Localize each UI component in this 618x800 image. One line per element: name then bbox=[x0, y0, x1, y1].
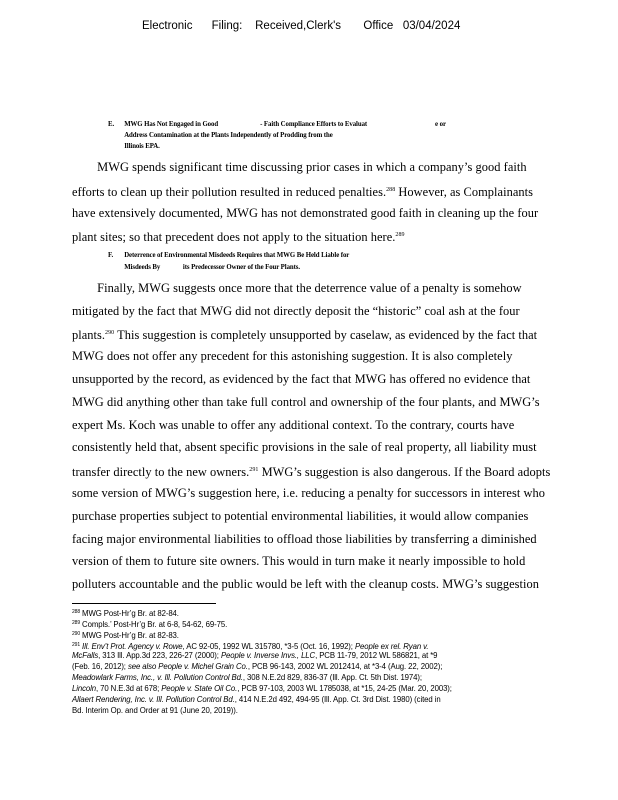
heading-line: Deterrence of Environmental Misdeeds Requires that MWG Be Held Liable for bbox=[124, 250, 350, 259]
paragraph-line: some version of MWG’s suggestion here, i.e. reducing a penalty for successors in interest who bbox=[72, 486, 545, 500]
filing-header: Electronic Filing: Received,Clerk's Office 03/04/2024 bbox=[142, 20, 461, 32]
footnote-line: Allaert Rendering, Inc. v. Ill. Pollution Control Bd., 414 N.E.2d 492, 494-95 (Ill. App. Ct. 3rd Dist. 1980) (cited in bbox=[72, 695, 441, 704]
paragraph-line: efforts to clean up their pollution resulted in reduced penalties.$^{288}$ However, as Complainants bbox=[72, 185, 533, 199]
footnote-ref[interactable]: 289 bbox=[395, 232, 405, 238]
paragraph-line: MWG spends significant time discussing prior cases in which a company’s good faith bbox=[72, 160, 527, 174]
footnote-line: Meadowlark Farms, Inc., v. Ill. Pollution Control Bd., 308 N.E.2d 829, 836-37 (Ill. App. Ct. 5th Dist. 1974); bbox=[72, 673, 422, 682]
footnote-ref[interactable]: 290 bbox=[105, 330, 115, 336]
paragraph-line: expert Ms. Koch was unable to offer any additional context. To the contrary, courts have bbox=[72, 418, 515, 432]
paragraph-line: version of them to future site owners. This would in turn make it nearly impossible to hold bbox=[72, 554, 526, 568]
heading-line: Address Contamination at the Plants Independently of Prodding from the bbox=[124, 130, 333, 139]
heading-line: Misdeeds By its Predecessor Owner of the Four Plants. bbox=[124, 262, 300, 271]
footnote: $^{288}$ MWG Post-Hr’g Br. at 82-84. bbox=[72, 609, 179, 618]
paragraph-line: have extensively documented, MWG has not demonstrated good faith in cleaning up the four bbox=[72, 206, 539, 220]
footnote-separator bbox=[72, 603, 216, 604]
paragraph-line: plants.$^{290}$ This suggestion is completely unsupported by caselaw, as evidenced by the fact that bbox=[72, 328, 538, 342]
footnote-line: Bd. Interim Op. and Order at 91 (June 20, 2019)). bbox=[72, 706, 238, 715]
paragraph-line: unsupported by the record, as evidenced by the fact that MWG has offered no evidence that bbox=[72, 372, 531, 386]
heading-line: Illinois EPA. bbox=[124, 141, 160, 150]
paragraph-line: MWG does not offer any precedent for this astonishing suggestion. It is also completely bbox=[72, 349, 513, 363]
footnote: $^{289}$ Compls.’ Post-Hr’g Br. at 6-8, 54-62, 69-75. bbox=[72, 620, 228, 629]
paragraph-line: Finally, MWG suggests once more that the deterrence value of a penalty is somehow bbox=[72, 281, 522, 295]
footnote: $^{290}$ MWG Post-Hr’g Br. at 82-83. bbox=[72, 631, 179, 640]
paragraph-line: transfer directly to the new owners.$^{291}$ MWG’s suggestion is also dangerous. If the Board adopts bbox=[72, 465, 551, 479]
section-label: E. bbox=[108, 119, 115, 128]
paragraph-line: consistently held that, absent specific provisions in the sale of real property, all liability must bbox=[72, 440, 537, 454]
footnote-ref[interactable]: 291 bbox=[249, 467, 259, 473]
paragraph-line: plant sites; so that precedent does not apply to the situation here.$^{289}$ bbox=[72, 230, 405, 244]
footnote-line: McFalls, 313 Ill. App.3d 223, 226-27 (2000); People v. Inverse Invs., LLC, PCB 11-79, 2012 WL 586821, at *9 bbox=[72, 651, 438, 660]
paragraph-line: purchase properties subject to potential environmental liabilities, it would allow companies bbox=[72, 509, 529, 523]
heading-line: MWG Has Not Engaged in Good - Faith Compliance Efforts to Evaluat e or bbox=[124, 119, 446, 128]
section-label: F. bbox=[108, 250, 114, 259]
footnote-line: (Feb. 16, 2012); see also People v. Michel Grain Co., PCB 96-143, 2002 WL 2012414, at *3-4 (Aug. 22, 2002); bbox=[72, 662, 443, 671]
paragraph-line: MWG did anything other than take full control and ownership of the four plants, and MWG’s bbox=[72, 395, 540, 409]
footnote: $^{291}$ Ill. Env’t Prot. Agency v. Rowe, AC 92-05, 1992 WL 315780, *3-5 (Oct. 16, 1992); People ex rel. Ryan v. bbox=[72, 642, 429, 651]
paragraph-line: polluters accountable and the public would be left with the cleanup costs. MWG’s suggestion bbox=[72, 577, 540, 591]
paragraph-line: mitigated by the fact that MWG did not directly deposit the “historic” coal ash at the four bbox=[72, 304, 520, 318]
footnote-line: Lincoln, 70 N.E.3d at 678; People v. State Oil Co., PCB 97-103, 2003 WL 1785038, at *15, 24-25 (Mar. 20, 2003); bbox=[72, 684, 452, 693]
paragraph-line: facing major environmental liabilities to offload those liabilities by transferring a diminished bbox=[72, 532, 537, 546]
footnote-ref[interactable]: 288 bbox=[386, 187, 396, 193]
